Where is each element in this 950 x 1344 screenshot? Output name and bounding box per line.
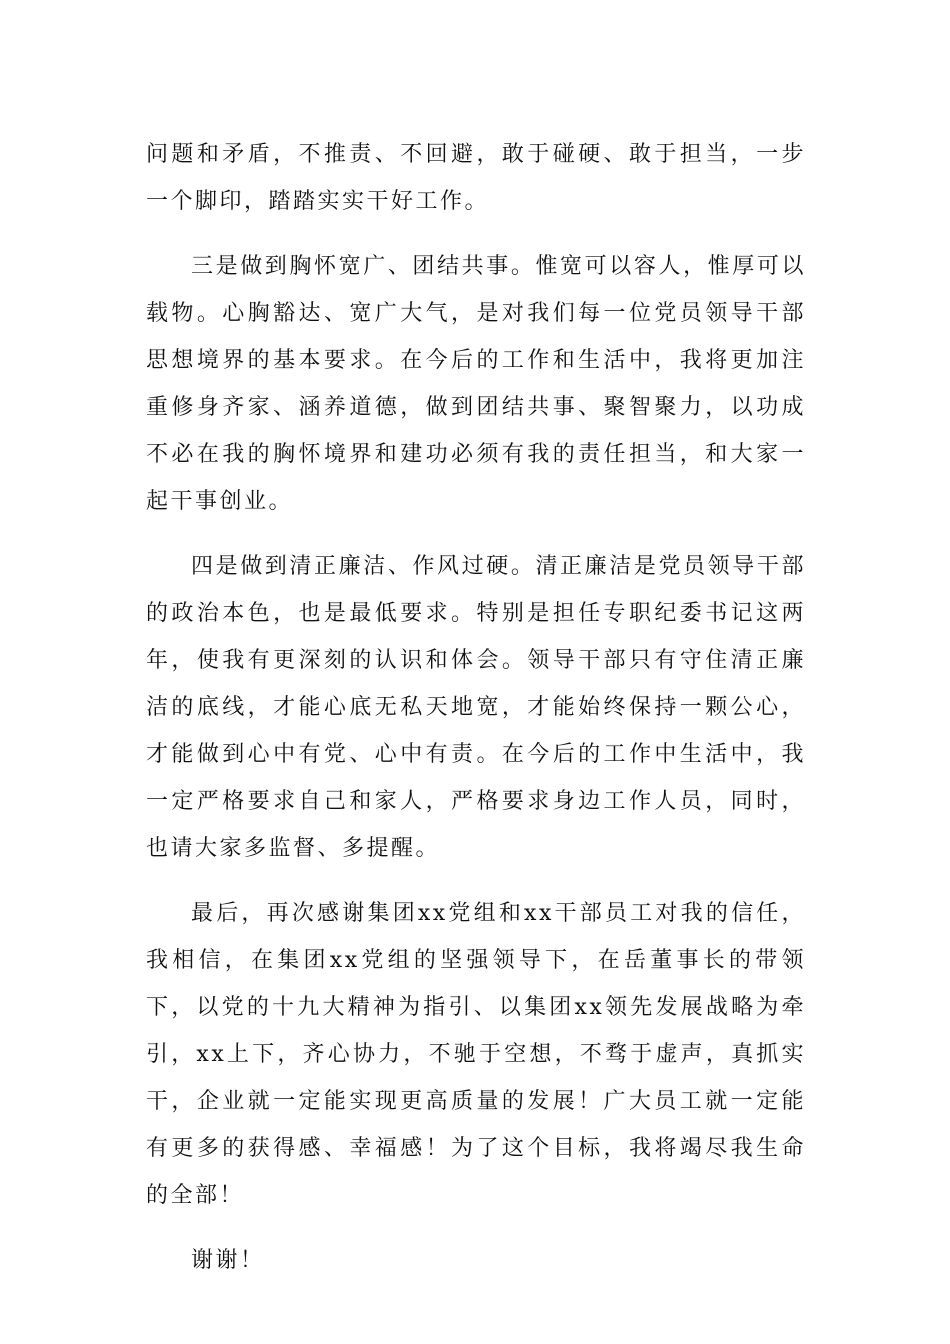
- paragraph-thanks: 谢谢！: [191, 1248, 265, 1273]
- document-body: [146, 131, 806, 1302]
- paragraph-integrity: 四是做到清正廉洁、作风过硬。清正廉洁是党员领导干部的政治本色，也是最低要求。特别是担任专职纪委书记这两年，使我有更深刻的认识和体会。领导干部只有守住清正廉洁的底线，才能心底无私天地宽，才能始终保持一颗公心，才能做到心中有党、心中有责。在今后的工作中生活中，我一定严格要求自己和家人，严格要求身边工作人员，同时，也请大家多监督、多提醒。: [146, 554, 806, 861]
- paragraph-closing-remarks: 最后，再次感谢集团xx党组和xx干部员工对我的信任，我相信，在集团xx党组的坚强领导下，在岳董事长的带领下，以党的十九大精神为指引、以集团xx领先发展战略为牵引，xx上下，齐心协力，不驰于空想，不骛于虚声，真抓实干，企业就一定能实现更高质量的发展！广大员工就一定能有更多的获得感、幸福感！为了这个目标，我将竭尽我生命的全部！: [146, 901, 806, 1208]
- paragraph-broad-mind: 三是做到胸怀宽广、团结共事。惟宽可以容人，惟厚可以载物。心胸豁达、宽广大气，是对我们每一位党员领导干部思想境界的基本要求。在今后的工作和生活中，我将更加注重修身齐家、涵养道德，做到团结共事、聚智聚力，以功成不必在我的胸怀境界和建功必须有我的责任担当，和大家一起干事创业。: [146, 254, 806, 514]
- paragraph-continuation: 问题和矛盾，不推责、不回避，敢于碰硬、敢于担当，一步一个脚印，踏踏实实干好工作。: [146, 142, 806, 214]
